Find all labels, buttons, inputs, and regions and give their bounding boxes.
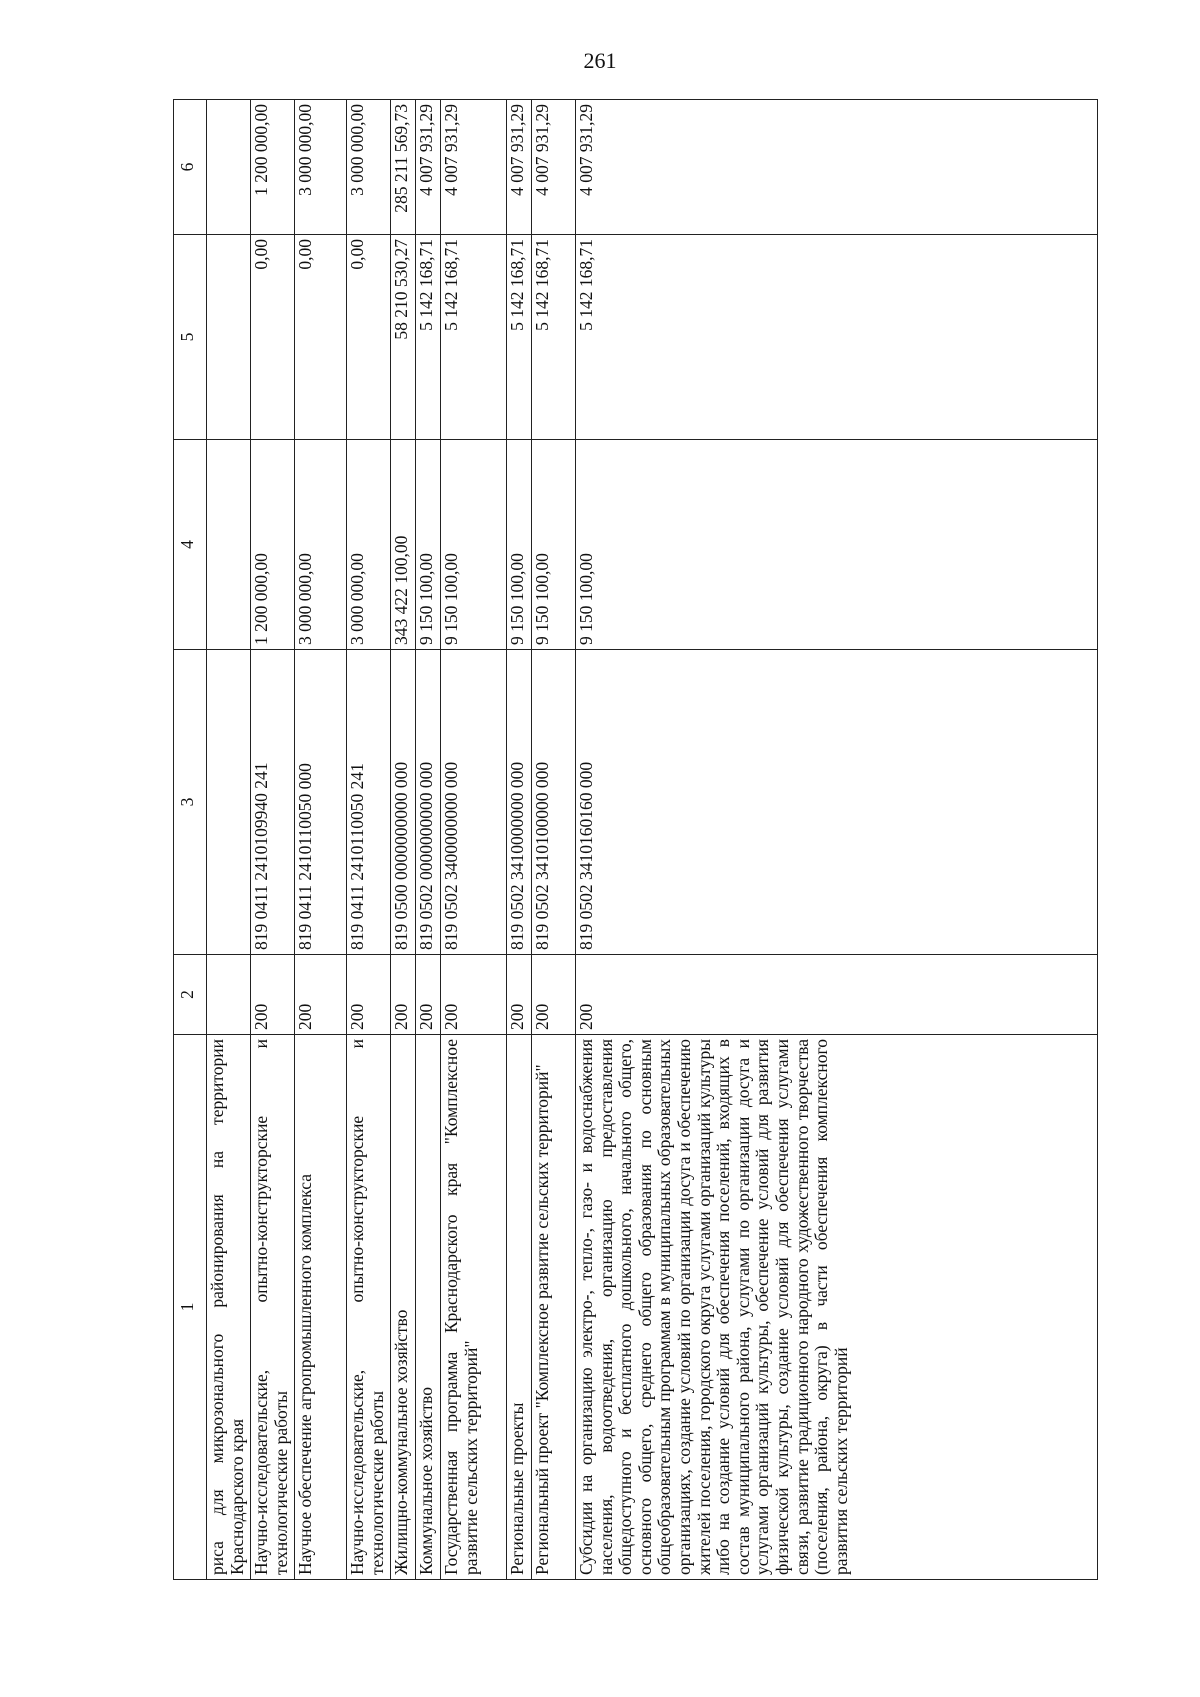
row-name: Субсидии на организацию электро-, тепло-, газо- и водоснабжения населения, водоотведения, организацию предоставления общедоступного и бесплатного дошкольного, начального общего, основного общего, среднего общего образования по основным общеобразовательным программам в муниципальных образовательных организациях, создание условий по организации досуга и обеспечению жителей поселения, городского округа услугами организаций культуры либо на создание условий для обеспечения поселений, входящих в состав муниципального района, услугами по организации досуга и услугами организаций культуры, обеспечение условий для развития физической культуры, создание условий для обеспечения услугами связи, развитие традиционного народного художественного творчества (поселения, района, округа) в части обеспечения комплексного развития сельских территорий xyxy=(576,1035,1098,1580)
row-col4: 9 150 100,00 xyxy=(576,440,1098,650)
row-col2: 200 xyxy=(441,955,507,1035)
row-col4: 3 000 000,00 xyxy=(347,440,391,650)
row-name: Региональный проект "Комплексное развитие сельских территорий" xyxy=(532,1035,576,1580)
row-col5: 0,00 xyxy=(347,235,391,440)
row-col5: 5 142 168,71 xyxy=(576,235,1098,440)
row-col6: 1 200 000,00 xyxy=(251,100,295,235)
row-col4: 9 150 100,00 xyxy=(507,440,532,650)
row-col4: 9 150 100,00 xyxy=(441,440,507,650)
table-row xyxy=(251,100,295,1580)
row-col5: 5 142 168,71 xyxy=(507,235,532,440)
row-name: Научно-исследовательские, опытно-конструкторские и технологические работы xyxy=(347,1035,391,1580)
row-col4: 9 150 100,00 xyxy=(416,440,441,650)
row-col6: 4 007 931,29 xyxy=(416,100,441,235)
row-col4: 343 422 100,00 xyxy=(391,440,416,650)
header-row xyxy=(174,100,207,1580)
row-col5: 58 210 530,27 xyxy=(391,235,416,440)
table-row xyxy=(532,100,576,1580)
row-col4: 1 200 000,00 xyxy=(251,440,295,650)
row-col6: 4 007 931,29 xyxy=(532,100,576,235)
row-col5: 5 142 168,71 xyxy=(441,235,507,440)
row-name: риса для микрозонального районирования на территории Краснодарского края xyxy=(207,1035,251,1580)
column-header: 1 xyxy=(174,1035,207,1580)
row-col2 xyxy=(207,955,251,1035)
budget-table xyxy=(173,99,1098,1580)
row-code: 819 0500 0000000000 000 xyxy=(391,650,416,955)
row-code: 819 0411 2410109940 241 xyxy=(251,650,295,955)
row-col5: 0,00 xyxy=(251,235,295,440)
row-col2: 200 xyxy=(576,955,1098,1035)
column-header: 6 xyxy=(174,100,207,235)
row-col2: 200 xyxy=(347,955,391,1035)
row-col6: 4 007 931,29 xyxy=(441,100,507,235)
row-code: 819 0502 3410160160 000 xyxy=(576,650,1098,955)
row-code: 819 0411 2410110050 241 xyxy=(347,650,391,955)
row-code: 819 0502 0000000000 000 xyxy=(416,650,441,955)
column-header: 2 xyxy=(174,955,207,1035)
column-header: 4 xyxy=(174,440,207,650)
row-col2: 200 xyxy=(391,955,416,1035)
row-col4 xyxy=(207,440,251,650)
row-col2: 200 xyxy=(416,955,441,1035)
row-col4: 3 000 000,00 xyxy=(295,440,347,650)
row-col4: 9 150 100,00 xyxy=(532,440,576,650)
column-header: 3 xyxy=(174,650,207,955)
row-name: Коммунальное хозяйство xyxy=(416,1035,441,1580)
row-col6: 4 007 931,29 xyxy=(576,100,1098,235)
table-row xyxy=(416,100,441,1580)
row-col5: 5 142 168,71 xyxy=(532,235,576,440)
rotated-table-frame xyxy=(173,100,1098,1580)
row-col6: 3 000 000,00 xyxy=(347,100,391,235)
row-col2: 200 xyxy=(532,955,576,1035)
row-name: Государственная программа Краснодарского края "Комплексное развитие сельских территорий" xyxy=(441,1035,507,1580)
table-row xyxy=(347,100,391,1580)
table-row xyxy=(207,100,251,1580)
column-header: 5 xyxy=(174,235,207,440)
row-col2: 200 xyxy=(507,955,532,1035)
table-row xyxy=(576,100,1098,1580)
row-col6 xyxy=(207,100,251,235)
table-row xyxy=(295,100,347,1580)
table-row xyxy=(441,100,507,1580)
row-code: 819 0502 3410000000 000 xyxy=(507,650,532,955)
row-code: 819 0411 2410110050 000 xyxy=(295,650,347,955)
row-col2: 200 xyxy=(295,955,347,1035)
table-row xyxy=(391,100,416,1580)
page-number: 261 xyxy=(583,48,617,73)
row-code: 819 0502 3410100000 000 xyxy=(532,650,576,955)
row-col2: 200 xyxy=(251,955,295,1035)
row-name: Научно-исследовательские, опытно-конструкторские и технологические работы xyxy=(251,1035,295,1580)
row-name: Региональные проекты xyxy=(507,1035,532,1580)
row-code: 819 0502 3400000000 000 xyxy=(441,650,507,955)
row-col6: 4 007 931,29 xyxy=(507,100,532,235)
row-col6: 285 211 569,73 xyxy=(391,100,416,235)
row-name: Жилищно-коммунальное хозяйство xyxy=(391,1035,416,1580)
row-col5 xyxy=(207,235,251,440)
row-code xyxy=(207,650,251,955)
row-col5: 5 142 168,71 xyxy=(416,235,441,440)
row-name: Научное обеспечение агропромышленного комплекса xyxy=(295,1035,347,1580)
row-col5: 0,00 xyxy=(295,235,347,440)
row-col6: 3 000 000,00 xyxy=(295,100,347,235)
table-row xyxy=(507,100,532,1580)
